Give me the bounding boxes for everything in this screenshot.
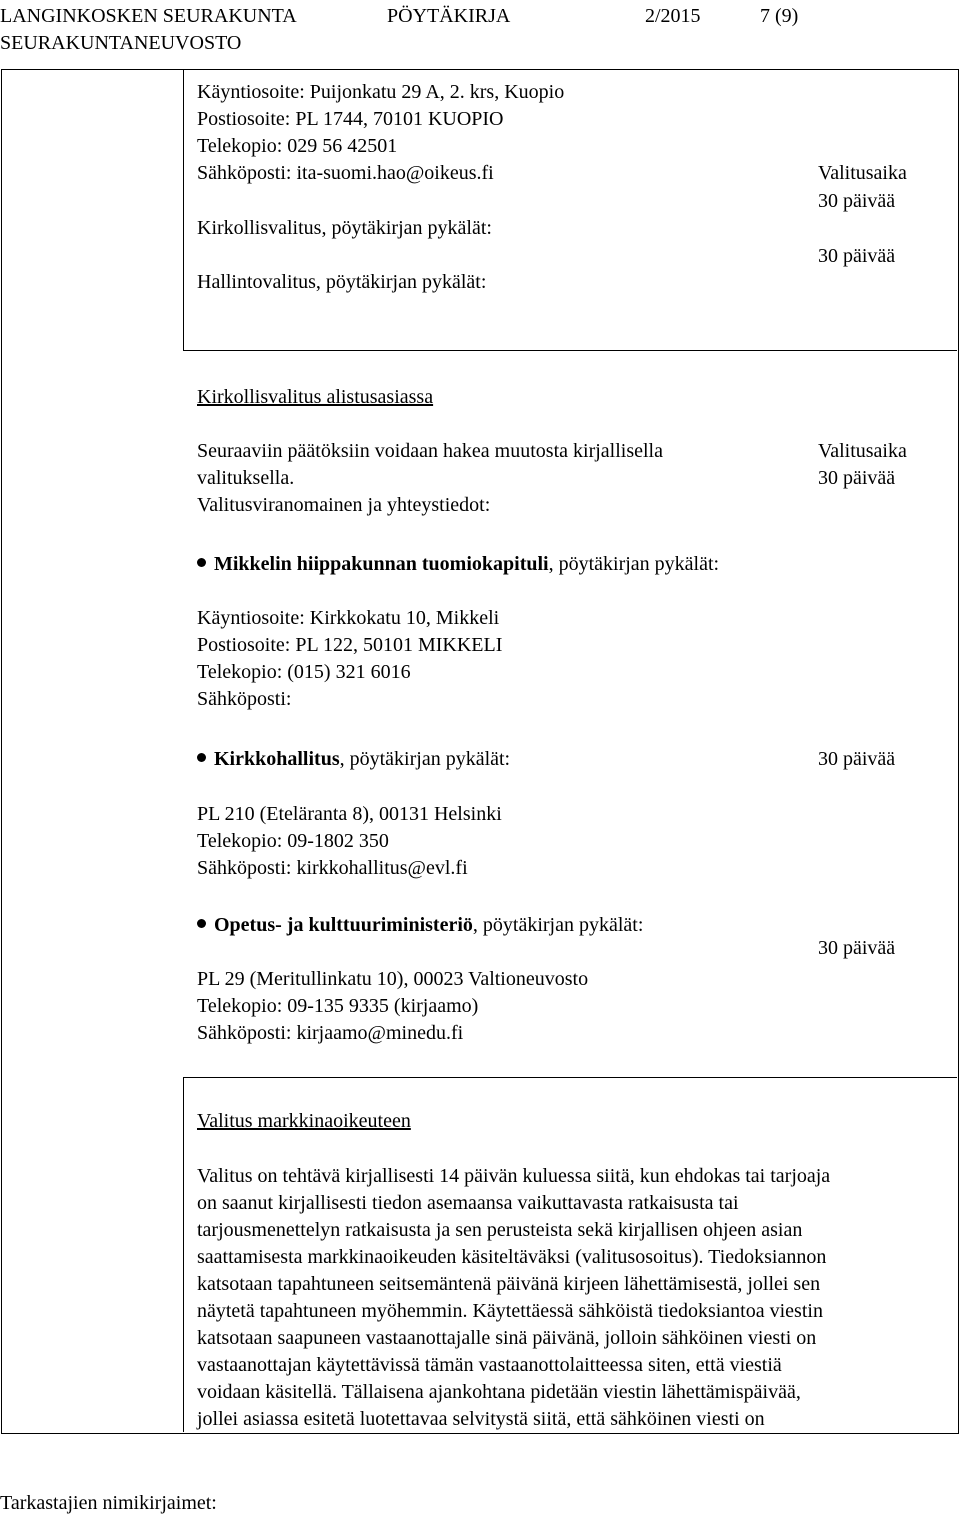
section-heading: Valitus markkinaoikeuteen [197,1110,411,1132]
initials-label: Tarkastajien nimikirjaimet: [0,1492,217,1514]
body-line: voidaan käsitellä. Tällaisena ajankohtana pidetään viestin lähettämispäivää, [197,1381,801,1403]
authority-suffix: , pöytäkirjan pykälät: [339,748,511,770]
org-body: SEURAKUNTANEUVOSTO [0,32,242,54]
appeal-period: 30 päivää [818,245,896,267]
bullet-icon [197,919,206,928]
appeal-period: 30 päivää [818,467,896,489]
authority-name: Mikkelin hiippakunnan tuomiokapituli [214,553,549,575]
contact-line: Sähköposti: [197,688,292,710]
appeal-period: 30 päivää [818,937,896,959]
contact-line: Telekopio: 09-1802 350 [197,830,389,852]
body-line: on saanut kirjallisesti tiedon asemaansa vaikuttavasta ratkaisusta tai [197,1192,739,1214]
section-divider-2 [183,1077,957,1078]
body-line: vastaanottajan käytettävissä tämän vastaanottolaitteessa siten, että viestiä [197,1354,782,1376]
contact-line: PL 210 (Eteläranta 8), 00131 Helsinki [197,803,502,825]
body-line: jollei asiassa esitetä luotettavaa selvitystä siitä, että sähköinen viesti on [197,1408,765,1430]
address-line: Telekopio: 029 56 42501 [197,135,398,157]
bullet-icon [197,753,206,762]
body-line: tarjousmenettelyn ratkaisusta ja sen perusteista sekä kirjallisen ohjeen asian [197,1219,803,1241]
address-line: Postiosoite: PL 1744, 70101 KUOPIO [197,108,504,130]
body-line: katsotaan tapahtuneen seitsemäntenä päivänä kirjeen lähettämisestä, jollei sen [197,1273,821,1295]
contact-line: Käyntiosoite: Kirkkokatu 10, Mikkeli [197,607,500,629]
authority-label: Valitusviranomainen ja yhteystiedot: [197,494,491,516]
appeal-period-heading: Valitusaika [818,440,907,462]
left-column-divider [183,69,184,350]
org-name: LANGINKOSKEN SEURAKUNTA [0,5,297,27]
church-appeal-label: Kirkollisvalitus, pöytäkirjan pykälät: [197,217,492,239]
contact-line: Sähköposti: kirkkohallitus@evl.fi [197,857,468,879]
section-heading: Kirkollisvalitus alistusasiassa [197,386,434,408]
appeal-period: 30 päivää [818,190,896,212]
authority-item [197,551,719,578]
bullet-icon [197,558,206,567]
contact-line: Postiosoite: PL 122, 50101 MIKKELI [197,634,503,656]
contact-line: PL 29 (Meritullinkatu 10), 00023 Valtioneuvosto [197,968,589,990]
appeal-period-heading: Valitusaika [818,162,907,184]
section-divider-1 [183,350,957,351]
contact-line: Sähköposti: kirjaamo@minedu.fi [197,1022,464,1044]
authority-name: Kirkkohallitus [214,748,340,770]
authority-item [197,912,643,939]
page-number: 7 (9) [760,5,799,27]
contact-line: Telekopio: (015) 321 6016 [197,661,411,683]
address-line: Käyntiosoite: Puijonkatu 29 A, 2. krs, Kuopio [197,81,565,103]
authority-item [197,746,510,773]
admin-appeal-label: Hallintovalitus, pöytäkirjan pykälät: [197,271,487,293]
body-line: saattamisesta markkinaoikeuden käsiteltäväksi (valitusosoitus). Tiedoksiannon [197,1246,827,1268]
authority-suffix: , pöytäkirjan pykälät: [548,553,720,575]
address-line: Sähköposti: ita-suomi.hao@oikeus.fi [197,162,494,184]
body-line: katsotaan saapuneen vastaanottajalle sinä päivänä, jolloin sähköinen viesti on [197,1327,817,1349]
contact-line: Telekopio: 09-135 9335 (kirjaamo) [197,995,479,1017]
body-line: Valitus on tehtävä kirjallisesti 14 päivän kuluessa siitä, kun ehdokas tai tarjoaja [197,1165,831,1187]
document-number: 2/2015 [645,5,701,27]
authority-suffix: , pöytäkirjan pykälät: [472,914,644,936]
body-line: näytetä tapahtuneen myöhemmin. Käytettäessä sähköistä tiedoksiantoa viestin [197,1300,823,1322]
appeal-period: 30 päivää [818,748,896,770]
left-column-divider-bottom [183,1077,184,1432]
intro-text: Seuraaviin päätöksiin voidaan hakea muutosta kirjallisella [197,440,663,462]
document-type: PÖYTÄKIRJA [387,5,511,27]
intro-text: valituksella. [197,467,295,489]
authority-name: Opetus- ja kulttuuriministeriö [214,914,473,936]
